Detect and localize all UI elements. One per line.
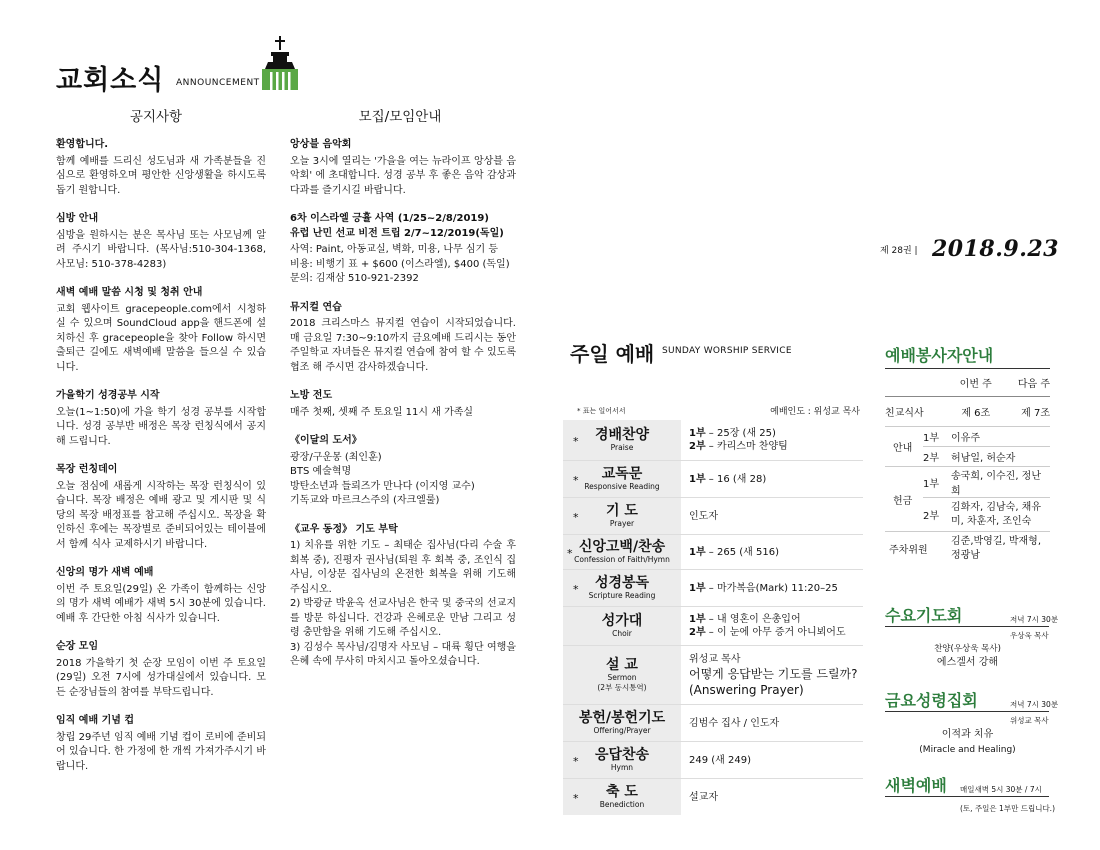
notice-item — [56, 138, 266, 198]
worship-row — [563, 646, 863, 705]
recruit-title: 뮤지컬 연습 — [290, 301, 342, 313]
notice-title: 목장 런칭데이 — [56, 464, 118, 475]
part-label: 1부 — [923, 467, 951, 498]
recruit-body: 1) 치유를 위한 기도 – 최태순 집사님(다리 수술 후 회복 중), 진평자 권사님(퇴원 후 회복 중, 조인식 집사님, 이상문 집사님의 온전한 회복을 위해 기도해 주십시오. 2) 박광균 박윤옥 선교사님은 한국 및 중국의 선교지를 방문 하십니다. 건강과 은혜로운 만남 그리고 성령 충만함을 위해 기도해 주십시오. 3) 김성수 목사님/김명자 사모님 – 대륙 횡단 여행을 은혜 속에 무사히 마치시고 돌아오셨습니다. — [290, 540, 516, 667]
notice-body: 함께 예배를 드리신 성도님과 새 가족분들을 진심으로 환영하오며 평안한 신앙생활을 하시도록 돕기 원합니다. — [56, 155, 266, 196]
church-icon — [262, 36, 298, 90]
divider — [885, 711, 1049, 712]
part-label: 2부 — [689, 441, 706, 452]
issue-date: 2018.9.23 — [932, 236, 1059, 262]
worship-item-en: Hymn — [610, 763, 634, 772]
part-label: 2부 — [923, 498, 951, 532]
standing-note: * 표는 일어서서 — [577, 407, 626, 415]
worship-item-kr: 성가대 — [601, 613, 643, 629]
recruit-column — [290, 138, 516, 684]
usher-names: 이유주 — [951, 427, 1050, 447]
notice-title: 신앙의 명가 새벽 예배 — [56, 567, 154, 578]
recruit-body: 매주 첫째, 셋째 주 토요일 11시 새 가족실 — [290, 406, 474, 418]
friday-text2: (Miracle and Healing) — [919, 745, 1016, 755]
page-title-en: ANNOUNCEMENT — [176, 78, 260, 88]
worship-item-kr: 설 교 — [606, 657, 638, 673]
greeting-label: 친교식사 — [885, 397, 951, 427]
recruit-body: 광장/구운몽 (최인훈) BTS 예술혁명 방탄소년과 들뢰즈가 만나다 (이지영 교수) 기독교와 마르크스주의 (자크엘룰) — [290, 451, 475, 506]
dawn-note: (토, 주일은 1부만 드립니다.) — [960, 804, 1055, 813]
next-week-header: 다음 주 — [1001, 369, 1051, 397]
parking-label: 주차위원 — [889, 545, 928, 557]
worship-item-kr: 성경봉독 — [594, 575, 650, 591]
worship-item-kr: 축 도 — [606, 784, 638, 800]
this-week-header: 이번 주 — [951, 369, 1001, 397]
recruit-body: 오늘 3시에 열리는 '가을을 여는 뉴라이프 앙상블 음악회' 에 초대합니다. 성경 공부 후 좋은 음악 감상과 다과를 즐기시길 바랍니다. — [290, 155, 516, 196]
stand-marker: * — [573, 473, 579, 487]
sermon-title-en: (Answering Prayer) — [689, 682, 804, 697]
greeting-this: 제 6조 — [951, 397, 1001, 427]
recruit-title: 앙상블 음악회 — [290, 139, 352, 150]
worship-item-en: Prayer — [609, 519, 635, 528]
notice-title: 순장 모임 — [56, 641, 99, 652]
interpretation-note: (2부 동시통역) — [597, 683, 647, 692]
recruit-title: 《이달의 도서》 — [290, 435, 362, 446]
worship-detail: 인도자 — [689, 510, 718, 522]
notice-body: 오늘 점심에 새롭게 시작하는 목장 런칭식이 있습니다. 목장 배정은 예배 광고 및 게시판 및 식당의 목장 배정표를 참고해 주십시오. 목장을 확인하신 후에는 목장별로 준비되어있는 테이블에서 함께 식사 교제하시기 바랍니다. — [56, 480, 266, 550]
worship-detail: 김범수 집사 / 인도자 — [689, 717, 780, 729]
wednesday-title: 수요기도회 — [885, 606, 963, 625]
worship-detail: 249 (새 249) — [689, 754, 751, 766]
worship-row — [563, 705, 863, 742]
worship-detail: 위성교 목사 — [689, 653, 741, 665]
worship-detail: – 16 (새 28) — [705, 473, 767, 485]
friday-text1: 이적과 치유 — [941, 729, 994, 740]
divider — [885, 796, 1049, 797]
part-label: 1부 — [689, 546, 706, 558]
part-label: 1부 — [689, 428, 706, 439]
notice-item — [56, 640, 266, 700]
notice-body: 창립 29주년 임직 예배 기념 컵이 로비에 준비되어 있습니다. 한 가정에 한 개씩 가져가주시기 바랍니다. — [56, 731, 266, 772]
wednesday-text1: 찬양(우상욱 목사) — [934, 644, 1001, 654]
parking-names: 김준,박영길, 박재형,정광남 — [951, 535, 1041, 561]
volunteer-title: 예배봉사자안내 — [885, 346, 994, 365]
worship-detail: – 25장 (새 25) — [705, 428, 776, 439]
worship-item-en: Praise — [610, 443, 634, 452]
worship-row — [563, 535, 863, 570]
recruit-title: 노방 전도 — [290, 390, 333, 401]
friday-time: 저녁 7시 30분 — [1010, 700, 1059, 709]
worship-row — [563, 607, 863, 646]
part-label: 1부 — [689, 582, 706, 594]
wednesday-pastor: 우상욱 목사 — [1010, 631, 1049, 640]
dawn-title: 새벽예배 — [885, 776, 947, 795]
notice-item — [56, 566, 266, 626]
notice-column — [56, 138, 266, 788]
friday-title: 금요성령집회 — [885, 691, 978, 710]
notice-item — [56, 714, 266, 774]
notice-item — [56, 463, 266, 552]
recruit-title: 《교우 동정》 기도 부탁 — [290, 523, 398, 535]
recruit-title: 6차 이스라엘 긍휼 사역 (1/25~2/8/2019) 유럽 난민 선교 비전 트립 2/7~12/2019(독일) — [290, 213, 504, 239]
part-label: 2부 — [689, 627, 706, 638]
stand-marker: * — [573, 510, 579, 524]
worship-item-kr: 기 도 — [606, 503, 638, 519]
worship-item-kr: 경배찬양 — [594, 427, 650, 443]
friday-pastor: 위성교 목사 — [1010, 716, 1049, 725]
recruit-item — [290, 138, 516, 198]
recruit-item — [290, 212, 516, 287]
worship-item-en: Benediction — [599, 800, 645, 809]
wednesday-time: 저녁 7시 30분 — [1010, 615, 1059, 624]
part-label: 1부 — [689, 473, 706, 485]
stand-marker: * — [573, 754, 579, 768]
recruit-item — [290, 301, 516, 376]
stand-marker: * — [573, 791, 579, 805]
notice-body: 오늘(1~1:50)에 가을 학기 성경 공부를 시작합니다. 성경 공부반 배정은 목장 런칭식에서 공지해 드립니다. — [56, 406, 266, 447]
worship-leader: 예배인도 : 위성교 목사 — [770, 407, 860, 417]
recruit-heading: 모집/모임안내 — [358, 109, 442, 125]
usher-label: 안내 — [885, 427, 923, 467]
worship-item-en: Confession of Faith/Hymn — [574, 555, 670, 564]
notice-item — [56, 389, 266, 449]
stand-marker: * — [573, 582, 579, 596]
sermon-title: 어떻게 응답받는 기도를 드릴까? — [689, 666, 858, 681]
stand-marker: * — [567, 546, 573, 560]
usher-names: 허남일, 허순자 — [951, 447, 1050, 467]
greeting-next: 제 7조 — [1001, 397, 1051, 427]
recruit-item — [290, 523, 516, 670]
recruit-item — [290, 434, 516, 509]
recruit-item — [290, 389, 516, 420]
notice-title: 심방 안내 — [56, 213, 99, 224]
divider — [885, 626, 1049, 627]
notice-title: 임직 예배 기념 컵 — [56, 715, 135, 726]
notice-body: 이번 주 토요일(29일) 온 가족이 함께하는 신앙의 명가 새벽 예배가 새벽 5시 30분에 있습니다. 예배 후 간단한 아침 식사가 있습니다. — [56, 583, 266, 624]
worship-detail: – 265 (새 516) — [705, 546, 779, 558]
issue-volume: 제 28권 | — [880, 246, 918, 256]
notice-title: 가을학기 성경공부 시작 — [56, 390, 160, 401]
worship-detail: 설교자 — [689, 791, 718, 803]
notice-heading: 공지사항 — [129, 109, 183, 125]
worship-title-en: SUNDAY WORSHIP SERVICE — [662, 346, 792, 356]
worship-item-en: Sermon — [607, 673, 637, 682]
worship-row — [563, 742, 863, 779]
dawn-time: 매일새벽 5시 30분 / 7시 — [960, 785, 1042, 794]
worship-detail: – 마가복음(Mark) 11:20–25 — [705, 582, 838, 594]
recruit-body: 사역: Paint, 아동교실, 벽화, 미용, 나무 심기 등 비용: 비행기 표 + $600 (이스라엘), $400 (독일) 문의: 김재삼 510-921-2392 — [290, 244, 510, 284]
worship-row — [563, 779, 863, 815]
worship-item-kr: 신앙고백/찬송 — [578, 539, 666, 555]
notice-item — [56, 286, 266, 375]
worship-detail: – 카리스마 찬양팀 — [705, 441, 788, 452]
worship-item-kr: 교독문 — [601, 466, 643, 482]
offering-names: 김화자, 김남숙, 채유미, 차훈자, 조인숙 — [951, 498, 1050, 532]
part-label: 1부 — [923, 427, 951, 447]
wednesday-text2: 에스겔서 강해 — [936, 657, 999, 668]
volunteer-table — [885, 368, 1050, 566]
notice-item — [56, 212, 266, 272]
worship-item-en: Offering/Prayer — [593, 726, 651, 735]
worship-detail: – 내 영혼이 은총입어 — [705, 614, 801, 625]
worship-row — [563, 570, 863, 607]
worship-item-kr: 봉헌/봉헌기도 — [578, 710, 666, 726]
part-label: 2부 — [923, 447, 951, 467]
stand-marker: * — [573, 434, 579, 448]
worship-row — [563, 420, 863, 461]
worship-item-en: Responsive Reading — [584, 482, 660, 491]
notice-body: 2018 가을학기 첫 순장 모임이 이번 주 토요일(29일) 오전 7시에 성가대실에서 있습니다. 모든 순장님들의 참여를 부탁드립니다. — [56, 657, 266, 698]
recruit-body: 2018 크리스마스 뮤지컬 연습이 시작되었습니다. 매 금요일 7:30~9:10까지 금요예배 드리시는 동안 주일학교 자녀들은 뮤지컬 연습에 참여 할 수 있도록 협조 해 주시면 감사하겠습니다. — [290, 318, 516, 373]
worship-row — [563, 498, 863, 535]
offering-names: 송국희, 이수진, 정난희 — [951, 467, 1050, 498]
worship-item-en: Choir — [612, 629, 632, 638]
worship-title: 주일 예배 — [570, 342, 655, 366]
notice-body: 심방을 원하시는 분은 목사님 또는 사모님께 알려 주시기 바랍니다. (목사님:510-304-1368, 사모님: 510-378-4283) — [56, 229, 266, 270]
notice-title: 새벽 예배 말씀 시청 및 청취 안내 — [56, 287, 203, 298]
offering-label: 헌금 — [885, 467, 923, 532]
notice-body: 교회 웹사이트 gracepeople.com에서 시청하실 수 있으며 SoundCloud app을 핸드폰에 설치하신 후 gracepeople을 찾아 Follow 하시면 출퇴근 길에도 새벽예배 말씀을 들으실 수 있습니다. — [56, 303, 266, 373]
part-label: 1부 — [689, 614, 706, 625]
worship-item-en: Scripture Reading — [588, 591, 656, 600]
worship-detail: – 이 눈에 아무 증거 아니뵈어도 — [705, 627, 846, 638]
page-title: 교회소식 — [56, 65, 165, 96]
notice-title: 환영합니다. — [56, 139, 109, 150]
worship-row — [563, 461, 863, 498]
worship-item-kr: 응답찬송 — [594, 747, 650, 763]
